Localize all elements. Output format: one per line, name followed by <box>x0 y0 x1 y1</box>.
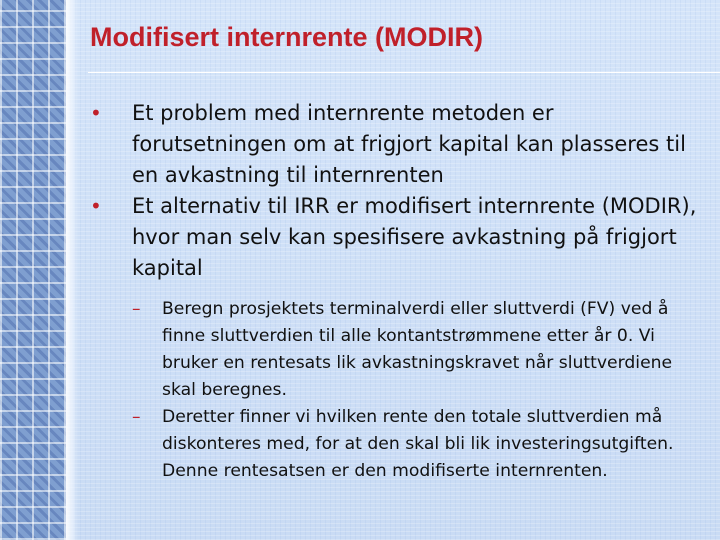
sub-bullet-text: Beregn prosjektets terminalverdi eller sluttverdi (FV) ved å finne sluttverdien til alle kontantstrømmene etter år 0. Vi bruker en rentesats lik avkastningskravet når sluttverdiene skal beregnes. <box>162 299 673 400</box>
sub-bullet-item <box>90 404 710 485</box>
bullet-item <box>90 98 710 191</box>
sub-bullet-item <box>90 296 710 404</box>
bullet-item <box>90 191 710 284</box>
side-strip-highlight <box>66 0 78 540</box>
sub-bullet-marker: – <box>132 407 141 427</box>
bullet-text: Et alternativ til IRR er modifisert internrente (MODIR), hvor man selv kan spesifisere avkastning på frigjort kapital <box>132 194 697 280</box>
sub-bullet-list <box>90 296 710 485</box>
slide-title: Modifisert internrente (MODIR) <box>90 22 484 52</box>
bullet-marker: • <box>90 101 102 125</box>
title-divider <box>88 72 720 73</box>
sub-bullet-text: Deretter finner vi hvilken rente den totale sluttverdien må diskonteres med, for at den skal bli lik investeringsutgiften. Denne rentesatsen er den modifiserte internrenten. <box>162 407 674 481</box>
slide-content <box>90 98 710 485</box>
decorative-side-strip <box>0 0 66 540</box>
sub-bullet-marker: – <box>132 299 141 319</box>
bullet-marker: • <box>90 194 102 218</box>
bullet-text: Et problem med internrente metoden er forutsetningen om at frigjort kapital kan plasseres til en avkastning til internrenten <box>132 101 686 187</box>
